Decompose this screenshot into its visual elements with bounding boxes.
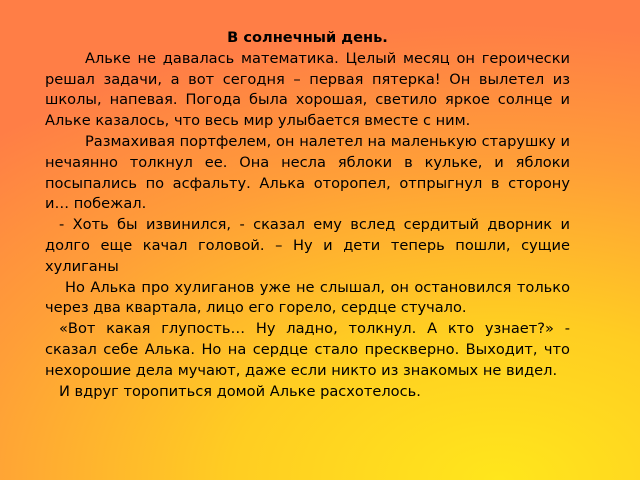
story-paragraph-5: «Вот какая глупость… Ну ладно, толкнул. А кто узнает?» - сказал себе Алька. Но на сердце стало прескверно. Выходит, что нехорошие дела мучают, даже если никто из знакомых не видел. <box>45 320 570 379</box>
story-paragraph-1: Альке не давалась математика. Целый месяц он героически решал задачи, а вот сегодня – первая пятерка! Он вылетел из школы, напевая. Погода была хорошая, светило яркое солнце и Альке казалось, что весь мир улыбается вместе с ним. <box>45 49 570 130</box>
story-paragraph-2: Размахивая портфелем, он налетел на маленькую старушку и нечаянно толкнул ее. Она несла яблоки в кульке, и яблоки посыпались по асфальту. Алька оторопел, отпрыгнул в сторону и… побежал. <box>45 132 570 213</box>
story-text-block <box>45 28 570 402</box>
story-paragraph-3: - Хоть бы извинился, - сказал ему вслед сердитый дворник и долго еще качал головой. – Ну и дети теперь пошли, сущие хулиганы <box>45 216 570 275</box>
story-paragraph-6: И вдруг торопиться домой Альке расхотелось. <box>59 382 421 400</box>
story-title: В солнечный день. <box>227 29 388 46</box>
story-paragraph-4: Но Алька про хулиганов уже не слышал, он остановился только через два квартала, лицо его горело, сердце стучало. <box>45 278 570 317</box>
